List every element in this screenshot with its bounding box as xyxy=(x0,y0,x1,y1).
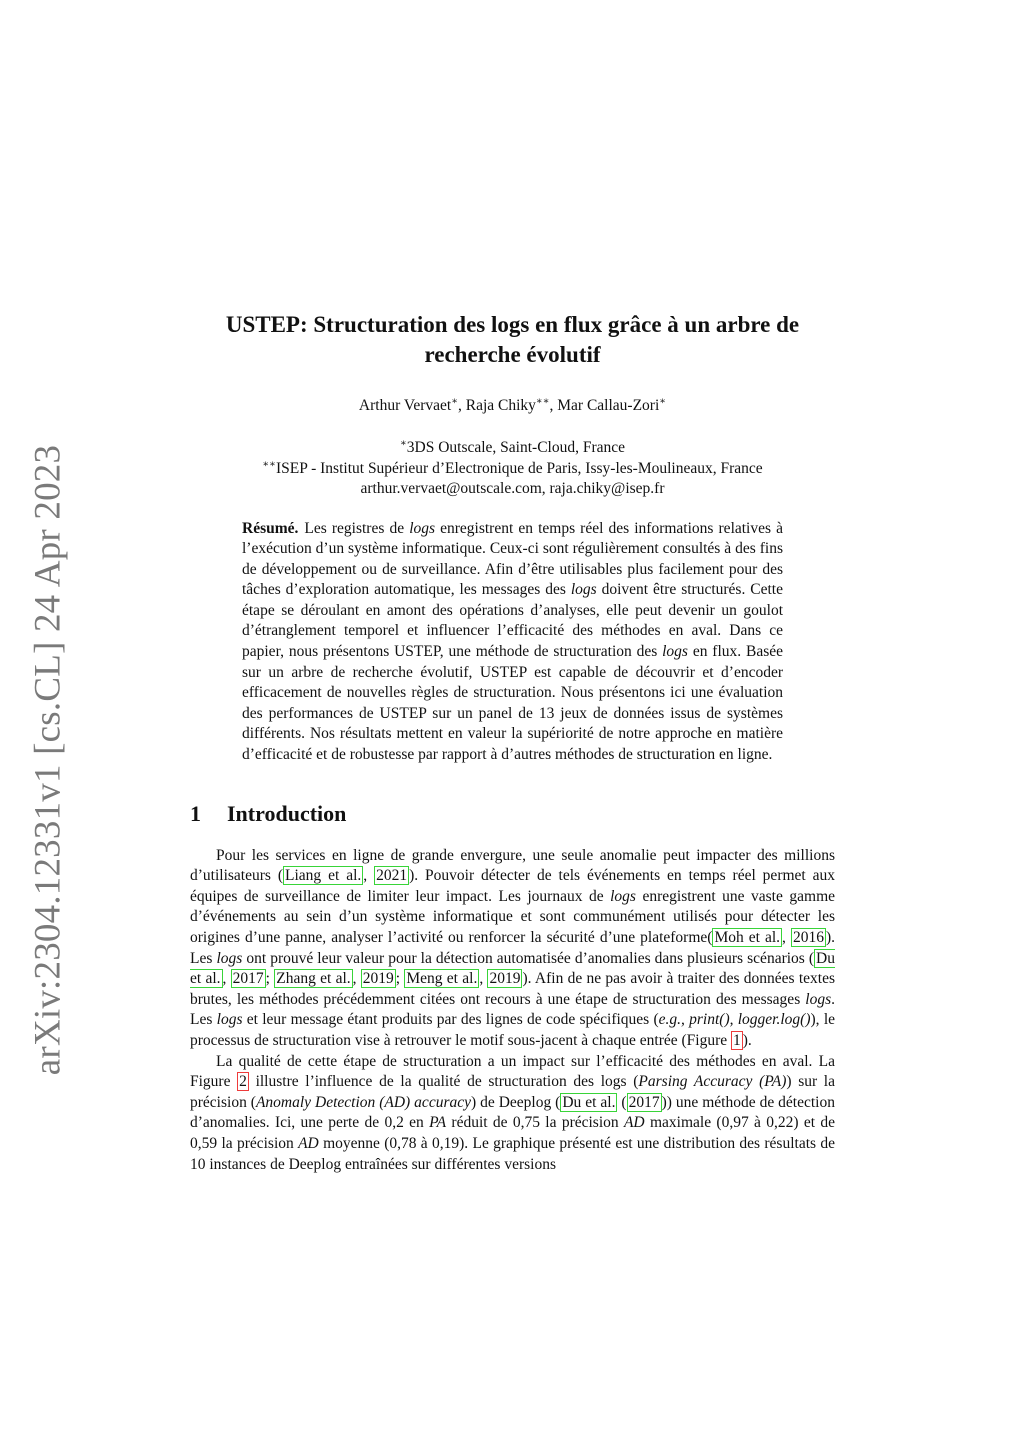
title-line-1: USTEP: Structuration des logs en flux grâce à un arbre de xyxy=(225,312,800,337)
paragraph-text: moyenne (0,78 à 0,19). Le graphique présenté est une distribution des résultats de 10 instances de Deeplog entraînées sur différentes versions xyxy=(190,1134,835,1173)
paragraph-text: ont prouvé leur valeur pour la détection automatisée d’anomalies dans plusieurs scénarios ( xyxy=(242,949,815,967)
paragraph-text: , xyxy=(363,867,375,885)
paragraph-text: et leur message étant produits par des lignes de code spécifiques ( xyxy=(242,1011,659,1029)
author-1-mark: ∗ xyxy=(451,396,458,407)
author-3: Mar Callau-Zori xyxy=(557,397,660,414)
paragraph-italic: logs xyxy=(805,990,832,1008)
citation-link-zhang-author[interactable]: Zhang et al. xyxy=(276,970,351,988)
author-separator: , xyxy=(549,397,558,414)
section-title: Introduction xyxy=(227,800,347,826)
figure-reference-link-2[interactable]: 2 xyxy=(239,1073,247,1091)
paragraph-text: ), le processus de structuration vise à retrouver le motif sous-jacent à chaque entrée (Figure xyxy=(190,1011,835,1049)
paper-title xyxy=(190,310,835,370)
author-1: Arthur Vervaet xyxy=(358,397,452,414)
author-3-mark: ∗ xyxy=(659,396,667,407)
citation-link-moh-year[interactable]: 2016 xyxy=(792,929,824,946)
abstract-italic: logs xyxy=(409,519,436,537)
abstract xyxy=(242,519,783,766)
paragraph-text: La qualité de cette étape de structuration a un impact sur l’efficacité des méthodes en aval. La Figure xyxy=(190,1052,835,1091)
paragraph-text: illustre l’influence de la qualité de structuration des logs ( xyxy=(248,1073,639,1091)
citation-link-meng-year[interactable]: 2019 xyxy=(489,970,521,988)
paper-page xyxy=(190,310,835,1175)
figure-reference-link-1[interactable]: 1 xyxy=(733,1031,741,1049)
intro-paragraph-1 xyxy=(190,846,835,1052)
paragraph-text: , xyxy=(222,970,231,988)
abstract-text: doivent être structurés. Cette étape se déroulant en amont des opérations d’analyses, elle peut devenir un goulot d’étranglement temporel et influencer l’efficacité des méthodes en aval. Dans ce papier, nous présentons USTEP, une méthode de structuration des xyxy=(242,581,783,661)
intro-paragraph-2 xyxy=(190,1052,835,1176)
paragraph-text: , xyxy=(479,970,488,988)
abstract-text: enregistrent en temps réel des informations relatives à l’exécution d’un système informatique. Ceux-ci sont régulièrement consultés à des fins de développement ou de surveillance. Afin d’être utilisables plus facilement pour des tâches d’exploration automatique, les messages des xyxy=(242,519,783,599)
section-number: 1 xyxy=(190,800,201,826)
abstract-italic: logs xyxy=(570,581,597,599)
paragraph-text: ). xyxy=(742,1031,752,1049)
paragraph-italic: Parsing Accuracy (PA) xyxy=(638,1073,787,1091)
affiliation-2 xyxy=(190,459,835,480)
abstract-text: Les registres de xyxy=(304,519,410,537)
paragraph-text: réduit de 0,75 la précision xyxy=(446,1114,624,1132)
title-line-2: recherche évolutif xyxy=(424,342,601,367)
affiliation-2-text: ISEP - Institut Supérieur d’Electronique de Paris, Issy-les-Moulineaux, France xyxy=(275,459,763,477)
arxiv-identifier: arXiv:2304.12331v1 [cs.CL] 24 Apr 2023 xyxy=(27,444,69,1076)
author-2-mark: ∗∗ xyxy=(535,396,550,407)
paragraph-text: ; xyxy=(265,970,275,988)
paragraph-text: maximale (0,97 à 0,22) et de 0,59 la précision xyxy=(190,1114,835,1152)
paragraph-text: , xyxy=(782,929,791,946)
paragraph-italic: AD xyxy=(623,1114,645,1132)
citation-link-du-author-2[interactable]: Du et al. xyxy=(562,1093,616,1111)
paragraph-text: ). Afin de ne pas avoir à traiter des données textes brutes, les méthodes précédemment citées ont recours à une étape de structuration des messages xyxy=(190,970,836,1008)
paragraph-text: ) de Deeplog ( xyxy=(470,1093,561,1111)
affiliations xyxy=(190,438,835,500)
citation-link-du-author[interactable]: Du et al. xyxy=(190,949,835,988)
abstract-label: Résumé. xyxy=(242,519,299,537)
abstract-italic: logs xyxy=(662,643,688,661)
paragraph-text: ) sur la précision ( xyxy=(190,1073,835,1111)
citation-link-moh-author[interactable]: Moh et al. xyxy=(714,929,781,946)
paragraph-text: ). Les xyxy=(190,929,836,967)
paragraph-text: ; xyxy=(395,970,405,988)
paragraph-italic: logs xyxy=(610,887,636,905)
abstract-text: en flux. Basée sur un arbre de recherche évolutif, USTEP est capable de découvrir et d’encoder efficacement de nouvelles règles de structuration. Nous présentons ici une évaluation des performances de USTEP sur un panel de 13 jeux de données issus de systèmes différents. Nos résultats mettent en valeur la supériorité de notre approche en matière d’efficacité et de robustesse par rapport à d’autres méthodes de structuration en ligne. xyxy=(242,643,784,764)
paragraph-text: , xyxy=(352,970,361,988)
paragraph-text: ). Pouvoir détecter de tels événements en temps réel permet aux équipes de surveillance de limiter leur impact. Les journaux de xyxy=(190,867,836,905)
citation-link-liang-author[interactable]: Liang et al. xyxy=(285,867,362,885)
affiliation-1 xyxy=(190,438,835,459)
paragraph-text: Pour les services en ligne de grande envergure, une seule anomalie peut impacter des millions d’utilisateurs ( xyxy=(190,846,835,885)
paragraph-italic: logs xyxy=(216,949,243,967)
paragraph-text: . Les xyxy=(190,990,835,1029)
paragraph-italic: e.g., print(), logger.log() xyxy=(658,1011,811,1029)
citation-link-zhang-year[interactable]: 2019 xyxy=(362,970,394,988)
citation-link-du-year-2[interactable]: 2017 xyxy=(628,1093,660,1111)
author-emails: arthur.vervaet@outscale.com, raja.chiky@isep.fr xyxy=(360,480,665,497)
citation-link-liang-year[interactable]: 2021 xyxy=(376,867,408,885)
paragraph-italic: logs xyxy=(216,1011,243,1029)
citation-link-du-year[interactable]: 2017 xyxy=(232,970,264,988)
author-list xyxy=(190,396,835,416)
author-separator: , xyxy=(457,397,466,414)
affiliation-1-mark: ∗ xyxy=(399,438,407,449)
paragraph-italic: AD xyxy=(298,1134,319,1152)
paragraph-italic: Anomaly Detection (AD) accuracy xyxy=(255,1093,471,1111)
paragraph-text: enregistrent une vaste gamme d’événements au sein d’un système informatique et sont communément utilisés pour détecter les origines d’une panne, analyser l’activité ou renforcer la sécurité d’une plateforme( xyxy=(190,887,835,946)
paragraph-italic: PA xyxy=(429,1114,447,1132)
paragraph-text: ( xyxy=(617,1093,627,1111)
author-2: Raja Chiky xyxy=(465,397,536,414)
section-heading-introduction xyxy=(190,800,835,828)
citation-link-meng-author[interactable]: Meng et al. xyxy=(406,970,478,988)
affiliation-2-mark: ∗∗ xyxy=(262,458,276,470)
paragraph-text: )) une méthode de détection d’anomalies. Ici, une perte de 0,2 en xyxy=(190,1093,835,1132)
affiliation-1-text: 3DS Outscale, Saint-Cloud, France xyxy=(406,439,626,456)
